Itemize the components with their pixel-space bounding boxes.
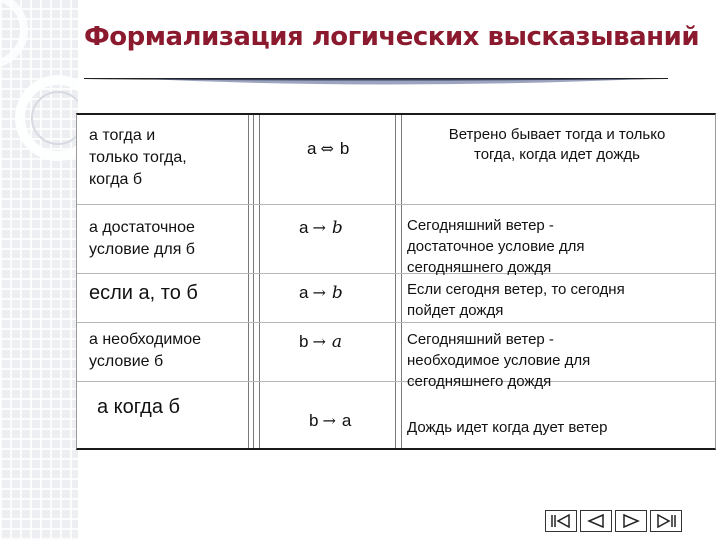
implication-symbol: → [322,411,336,430]
formula-operand: b [331,218,343,238]
row-divider [77,204,715,205]
next-slide-button[interactable] [615,510,647,532]
formula-cell [309,411,351,431]
column-divider [259,115,260,448]
next-slide-icon [619,513,643,529]
first-slide-icon [549,513,573,529]
formula-operand: b [331,283,343,303]
phrase-cell: а необходимое условие б [89,331,202,370]
column-divider [401,115,402,448]
formula-cell [307,139,349,159]
previous-slide-icon [584,513,608,529]
phrase-cell: а тогда и только тогда, когда б [89,127,187,188]
example-cell: Ветрено бывает тогда и только тогда, когда идет дождь [448,126,666,163]
phrase-cell: если а, то б [89,282,198,304]
phrase-cell: а когда б [97,396,180,418]
formula-operand: b [339,139,350,158]
formula-operand: a [299,218,309,237]
first-slide-button[interactable] [545,510,577,532]
column-divider [253,115,254,448]
formalization-table [76,113,716,450]
formula-cell [299,332,342,352]
implication-symbol: → [312,218,326,237]
slide-title: Формализация логических высказываний [84,22,700,52]
formula-cell [299,283,343,303]
formula-operand: a [341,411,352,430]
column-divider [395,115,396,448]
last-slide-icon [654,513,678,529]
slide-navigation [545,510,682,532]
column-divider [248,115,249,448]
row-divider [77,322,715,323]
example-cell: Сегодняшний ветер - необходимое условие для сегодняшнего дождя [407,331,591,390]
formula-operand: b [309,411,319,430]
implication-symbol: → [312,332,326,351]
phrase-cell: а достаточное условие для б [89,219,195,258]
last-slide-button[interactable] [650,510,682,532]
previous-slide-button[interactable] [580,510,612,532]
example-cell: Дождь идет когда дует ветер [407,419,608,436]
decorative-sidebar [0,0,78,540]
formula-operand: a [299,283,309,302]
formula-operand: a [307,139,317,158]
title-underline [84,72,668,88]
example-cell: Сегодняшний ветер - достаточное условие для сегодняшнего дождя [407,217,585,276]
formula-cell [299,218,343,238]
formula-operand: a [331,332,343,352]
example-cell: Если сегодня ветер, то сегодня пойдет дождя [407,281,625,319]
equivalence-symbol: ⇔ [320,139,334,158]
formula-operand: b [299,332,309,351]
implication-symbol: → [312,283,326,302]
decorative-circles [0,0,78,540]
